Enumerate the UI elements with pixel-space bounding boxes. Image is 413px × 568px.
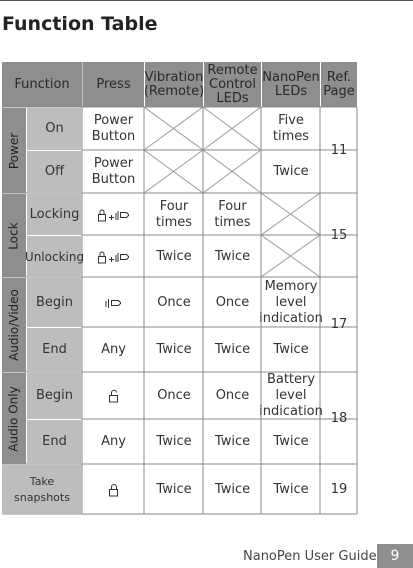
function-power-off: [27, 151, 82, 193]
group-audio-only: [2, 373, 26, 464]
nanopen-power-on-label: Five times: [272, 113, 310, 144]
press-power-off: [83, 151, 144, 193]
header-press: [83, 62, 144, 107]
remote-snapshots-label: Twice: [214, 481, 251, 497]
nanopen-av-end-label: Twice: [273, 342, 309, 357]
vibration-ao-end-label: Twice: [156, 434, 192, 449]
ref-snapshots: [321, 465, 357, 514]
group-power: [2, 108, 26, 193]
function-av-end-label: End: [42, 342, 67, 357]
header-remote-leds-label: Remote Control LEDs: [207, 62, 258, 106]
page-title: Function Table: [2, 13, 158, 35]
header-remote-leds: [204, 62, 261, 107]
lock-plus-vibrate-icon-svg: [97, 208, 131, 222]
remote-ao-end: [204, 420, 261, 464]
lock-plus-vibrate-icon: [83, 236, 144, 277]
vibration-locking: [145, 194, 203, 235]
function-ao-end-label: End: [42, 434, 67, 449]
press-ao-end: [83, 420, 144, 464]
remote-unlocking-label: Twice: [214, 248, 251, 264]
remote-locking-label: Four times: [214, 198, 251, 230]
function-locking-label: Locking: [29, 206, 80, 222]
vibration-av-begin: [145, 278, 203, 327]
nanopen-ao-begin-label: Battery level indication: [259, 372, 323, 419]
page-number-label: 9: [390, 548, 400, 564]
ref-power-label: 11: [330, 142, 348, 158]
nanopen-snapshots: [262, 465, 320, 514]
group-power-label: Power: [7, 132, 21, 169]
ref-audio-only: [321, 373, 357, 464]
ref-lock-label: 15: [330, 227, 348, 243]
function-ao-end: [27, 420, 82, 464]
press-power-on-label: Power Button: [91, 113, 136, 144]
function-take-snapshots: [2, 465, 82, 514]
vibration-ao-begin: [145, 373, 203, 419]
lock-icon: [83, 465, 144, 514]
nanopen-ao-end-label: Twice: [273, 434, 309, 449]
function-locking: [27, 194, 82, 235]
press-power-on: [83, 108, 144, 150]
remote-snapshots: [204, 465, 261, 514]
function-unlocking-label: Unlocking: [24, 249, 85, 264]
nanopen-power-on: [262, 108, 320, 150]
ref-audio-only-label: 18: [330, 410, 348, 426]
header-function: [2, 62, 82, 107]
header-press-label: Press: [96, 76, 131, 92]
vibrate-icon-svg: [104, 296, 124, 310]
function-av-begin: [27, 278, 82, 327]
ref-power: [321, 108, 357, 193]
nanopen-av-end: [262, 328, 320, 372]
vibration-snapshots-label: Twice: [156, 481, 192, 497]
unlock-icon-svg: [108, 389, 120, 403]
vibration-ao-end: [145, 420, 203, 464]
remote-ao-begin: [204, 373, 261, 419]
remote-av-begin-label: Once: [215, 294, 250, 310]
function-ao-begin: [27, 373, 82, 419]
page-number: [377, 544, 413, 568]
top-rule: [0, 0, 413, 1]
press-ao-end-label: Any: [101, 434, 126, 449]
header-ref-page-label: Ref. Page: [323, 69, 355, 99]
function-take-snapshots-label: Take snapshots: [14, 474, 70, 504]
remote-av-begin: [204, 278, 261, 327]
function-av-begin-label: Begin: [35, 294, 74, 310]
press-power-off-label: Power Button: [91, 156, 136, 187]
function-power-off-label: Off: [44, 164, 65, 179]
header-vibration-label: Vibration (Remote): [143, 69, 205, 99]
group-audio-video-label: Audio/Video: [7, 289, 21, 361]
remote-ao-end-label: Twice: [214, 434, 251, 449]
press-av-end: [83, 328, 144, 372]
nanopen-av-begin-label: Memory level indication: [259, 278, 323, 326]
vibration-locking-label: Four times: [155, 198, 193, 230]
remote-ao-begin-label: Once: [215, 388, 250, 403]
header-vibration: [145, 62, 203, 107]
nanopen-snapshots-label: Twice: [273, 481, 309, 497]
function-power-on: [27, 108, 82, 150]
vibration-unlocking-label: Twice: [156, 248, 192, 264]
nanopen-ao-begin: [259, 372, 323, 419]
vibration-av-begin-label: Once: [157, 294, 191, 310]
remote-locking: [204, 194, 261, 235]
unlock-icon: [83, 373, 144, 419]
remote-unlocking: [204, 236, 261, 277]
ref-snapshots-label: 19: [330, 481, 348, 497]
vibration-unlocking: [145, 236, 203, 277]
vibration-av-end: [145, 328, 203, 372]
header-ref-page: [321, 62, 357, 107]
group-audio-only-label: Audio Only: [7, 385, 22, 452]
header-function-label: Function: [14, 76, 70, 92]
group-audio-video: [2, 278, 26, 372]
ref-lock: [321, 194, 357, 277]
press-av-end-label: Any: [101, 342, 126, 357]
footer-guide-title: NanoPen User Guide: [243, 549, 377, 564]
ref-audio-video-label: 17: [330, 317, 348, 332]
header-nanopen-leds-label: NanoPen LEDs: [262, 69, 320, 99]
nanopen-ao-end: [262, 420, 320, 464]
function-ao-begin-label: Begin: [35, 388, 74, 403]
header-nanopen-leds: [262, 62, 320, 107]
group-lock: [2, 194, 26, 277]
group-lock-label: Lock: [7, 221, 21, 250]
lock-plus-vibrate-icon: [83, 194, 144, 235]
remote-av-end: [204, 328, 261, 372]
nanopen-av-begin: [259, 278, 323, 327]
lock-plus-vibrate-icon-svg: [97, 250, 131, 264]
vibration-snapshots: [145, 465, 203, 514]
lock-icon-svg: [108, 483, 120, 497]
function-unlocking: [24, 236, 85, 277]
function-av-end: [27, 328, 82, 372]
vibration-ao-begin-label: Once: [157, 388, 191, 403]
vibrate-icon: [83, 278, 144, 327]
ref-audio-video: [321, 278, 357, 372]
vibration-av-end-label: Twice: [156, 342, 192, 357]
nanopen-power-off-label: Twice: [273, 164, 309, 179]
remote-av-end-label: Twice: [214, 342, 251, 357]
nanopen-power-off: [262, 151, 320, 193]
function-power-on-label: On: [45, 121, 64, 136]
